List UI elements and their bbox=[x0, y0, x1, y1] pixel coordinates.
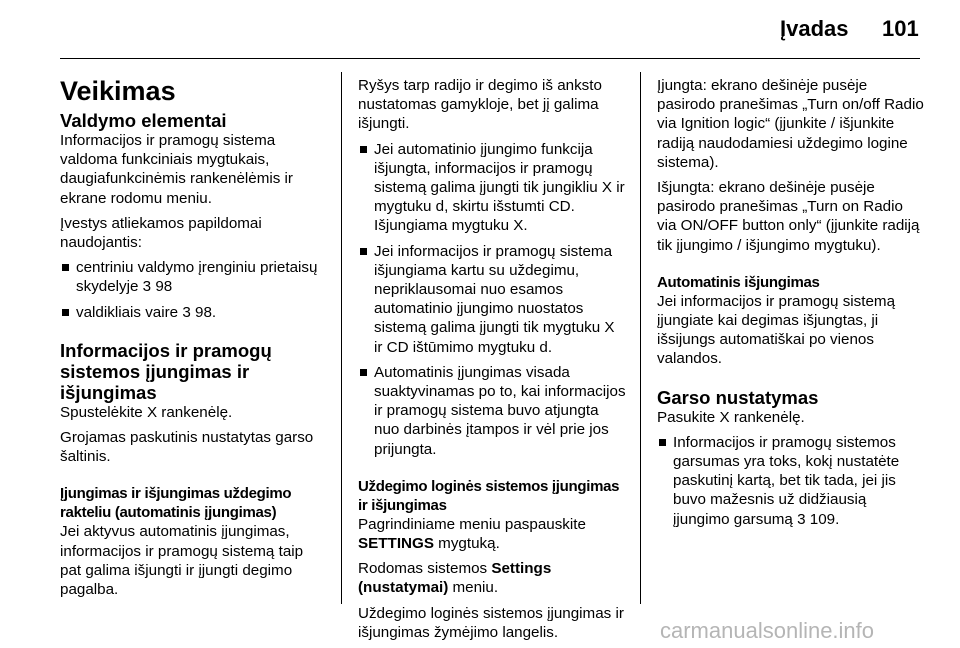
paragraph: Jei aktyvus automatinis įjungimas, informacijos ir pramogų sistemą taip pat galima išjungti ir įjungti degimo pagalba. bbox=[60, 523, 304, 599]
column-3 bbox=[657, 76, 925, 535]
subheading-controls: Valdymo elementai bbox=[60, 110, 227, 131]
bullet-icon bbox=[659, 439, 666, 446]
bullet-list bbox=[60, 258, 328, 322]
column-1 bbox=[60, 76, 328, 605]
subheading-volume: Garso nustatymas bbox=[657, 386, 819, 408]
bullet-list bbox=[358, 140, 626, 459]
paragraph: Įjungta: ekrano dešinėje pusėje pasirodo pranešimas „Turn on/off Radio via Ignition logic“ (įjunkite / išjunkite radiją naudodamiesi uždegimo logine sistema). bbox=[657, 77, 924, 171]
paragraph: Spustelėkite X rankenėlę. bbox=[60, 403, 233, 421]
page-number: 101 bbox=[882, 16, 919, 41]
bullet-icon bbox=[360, 146, 367, 153]
bullet-icon bbox=[62, 309, 69, 316]
list-item: Jei informacijos ir pramogų sistema išjungiama kartu su uždegimu, nepriklausomai nuo esamos automatinio įjungimo nuostatos sistemą galima įjungti tik mygtuku X ir CD ištūmimo mygtuku d. bbox=[358, 242, 626, 357]
section-title: Įvadas bbox=[780, 16, 849, 41]
list-item: valdikliais vaire 3 98. bbox=[60, 303, 328, 322]
list-item: Automatinis įjungimas visada suaktyvinamas po to, kai informacijos ir pramogų sistema buvo atjungta nuo darbinės įtampos ir vėl prie jos prijungta. bbox=[358, 363, 626, 459]
minor-heading: Įjungimas ir išjungimas uždegimo rakteliu (automatinis įjungimas) bbox=[60, 485, 292, 522]
list-item: Informacijos ir pramogų sistemos garsumas yra toks, kokį nustatėte paskutinį kartą, bet tik tada, jei jis buvo mažesnis už didžiausią įjungimo garsumą 3 109. bbox=[657, 433, 925, 529]
minor-heading: Uždegimo loginės sistemos įjungimas ir išjungimas bbox=[358, 477, 620, 514]
paragraph: Įvestys atliekamos papildomai naudojantis: bbox=[60, 214, 262, 252]
list-item: Jei automatinio įjungimo funkcija išjungta, informacijos ir pramogų sistemą galima įjungti tik jungikliu X ir mygtuku d, skirtu išstumti CD. Išjungiama mygtuku X. bbox=[358, 140, 626, 236]
column-divider-1 bbox=[341, 72, 342, 604]
minor-heading: Automatinis išjungimas bbox=[657, 273, 820, 291]
bullet-list bbox=[657, 433, 925, 529]
column-2 bbox=[358, 76, 626, 648]
paragraph: Jei informacijos ir pramogų sistemą įjungiate kai degimas išjungtas, ji išsijungs automatiškai po vienos valandos. bbox=[657, 292, 896, 368]
main-heading: Veikimas bbox=[60, 76, 176, 106]
paragraph: Išjungta: ekrano dešinėje pusėje pasirodo pranešimas „Turn on Radio via ON/OFF button only“ (įjunkite radiją tik įjungimo / išjungimo mygtuku). bbox=[657, 179, 920, 254]
bullet-icon bbox=[360, 248, 367, 255]
bullet-icon bbox=[62, 264, 69, 271]
paragraph: Pasukite X rankenėlę. bbox=[657, 408, 805, 426]
subheading-power: Informacijos ir pramogų sistemos įjungimas ir išjungimas bbox=[60, 339, 272, 403]
watermark: carmanualsonline.info bbox=[660, 618, 875, 643]
paragraph: Informacijos ir pramogų sistema valdoma funkciniais mygtukais, daugiafunkcinėmis rankenėlėmis ir ekrane rodomu meniu. bbox=[60, 132, 293, 207]
column-divider-2 bbox=[640, 72, 641, 604]
header-rule bbox=[60, 58, 920, 59]
bullet-icon bbox=[360, 369, 367, 376]
paragraph: Ryšys tarp radijo ir degimo iš anksto nustatomas gamykloje, bet jį galima išjungti. bbox=[358, 77, 602, 133]
paragraph: Uždegimo loginės sistemos įjungimas ir išjungimas žymėjimo langelis. bbox=[358, 604, 624, 641]
paragraph: Rodomas sistemos Settings (nustatymai) meniu. bbox=[358, 560, 552, 597]
list-item: centriniu valdymo įrenginiu prietaisų skydelyje 3 98 bbox=[60, 258, 328, 296]
paragraph: Pagrindiniame meniu paspauskite SETTINGS mygtuką. bbox=[358, 515, 586, 553]
paragraph: Grojamas paskutinis nustatytas garso šaltinis. bbox=[60, 429, 314, 466]
